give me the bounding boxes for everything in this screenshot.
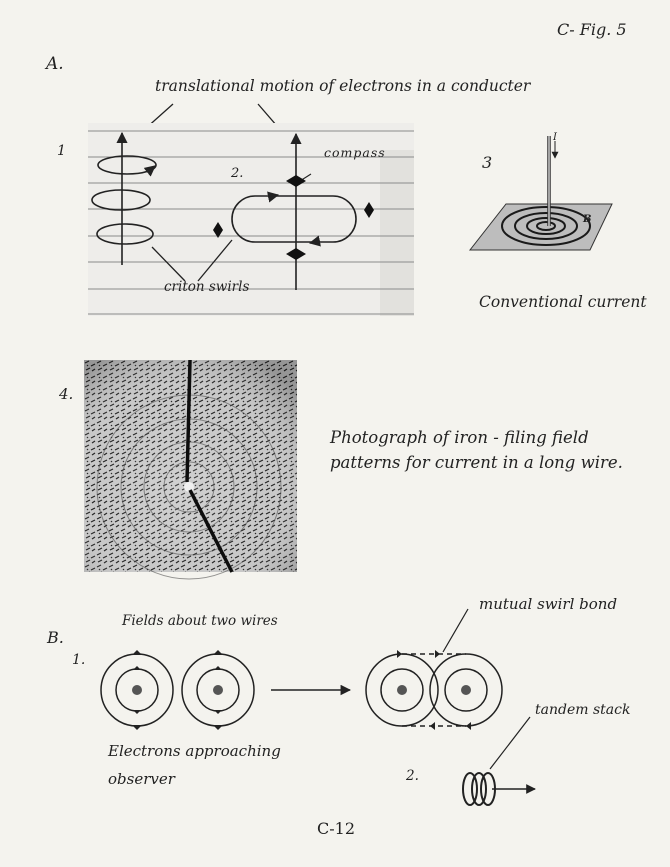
bonded-field-marks bbox=[397, 650, 471, 730]
tandem-stack-diagram bbox=[463, 773, 535, 805]
item-4-number: 4. bbox=[59, 385, 74, 403]
compass-label: compass bbox=[324, 145, 386, 160]
section-a-label: A. bbox=[46, 54, 64, 74]
current-symbol: I bbox=[553, 132, 557, 143]
conventional-current-caption: Conventional current bbox=[479, 293, 647, 311]
item-1-number: 1 bbox=[57, 143, 66, 159]
iron-filing-photo bbox=[84, 360, 297, 579]
section-b-title: Fields about two wires bbox=[122, 613, 278, 629]
electrons-caption-line-1: Electrons approaching bbox=[108, 742, 281, 760]
b-item-2-number: 2. bbox=[406, 768, 419, 784]
item-3-number: 3 bbox=[482, 153, 493, 172]
bonded-wires-dots bbox=[397, 685, 471, 695]
two-wires-left-dots bbox=[132, 685, 223, 695]
page-number: C-12 bbox=[317, 819, 356, 838]
mutual-pointer-line bbox=[443, 609, 468, 652]
photo-caption-line-1: Photograph of iron - filing field bbox=[330, 428, 589, 447]
electrons-caption-line-2: observer bbox=[108, 770, 175, 788]
criton-swirls-label: criton swirls bbox=[164, 279, 250, 295]
section-a-title: translational motion of electrons in a conducter bbox=[155, 77, 531, 95]
tandem-pointer-line bbox=[490, 717, 530, 769]
tandem-stack-label: tandem stack bbox=[535, 702, 631, 718]
field-symbol: B bbox=[583, 214, 592, 225]
two-wires-left bbox=[101, 654, 254, 726]
item-2-number: 2. bbox=[231, 166, 244, 181]
mutual-swirl-bond-label: mutual swirl bond bbox=[479, 595, 618, 613]
field-direction-marks bbox=[132, 650, 223, 730]
figure-reference: C- Fig. 5 bbox=[557, 20, 627, 39]
bonded-wires-right bbox=[366, 654, 502, 726]
section-b-label: B. bbox=[47, 628, 64, 647]
b-item-1-number: 1. bbox=[72, 652, 86, 668]
photo-caption-line-2: patterns for current in a long wire. bbox=[330, 453, 623, 472]
